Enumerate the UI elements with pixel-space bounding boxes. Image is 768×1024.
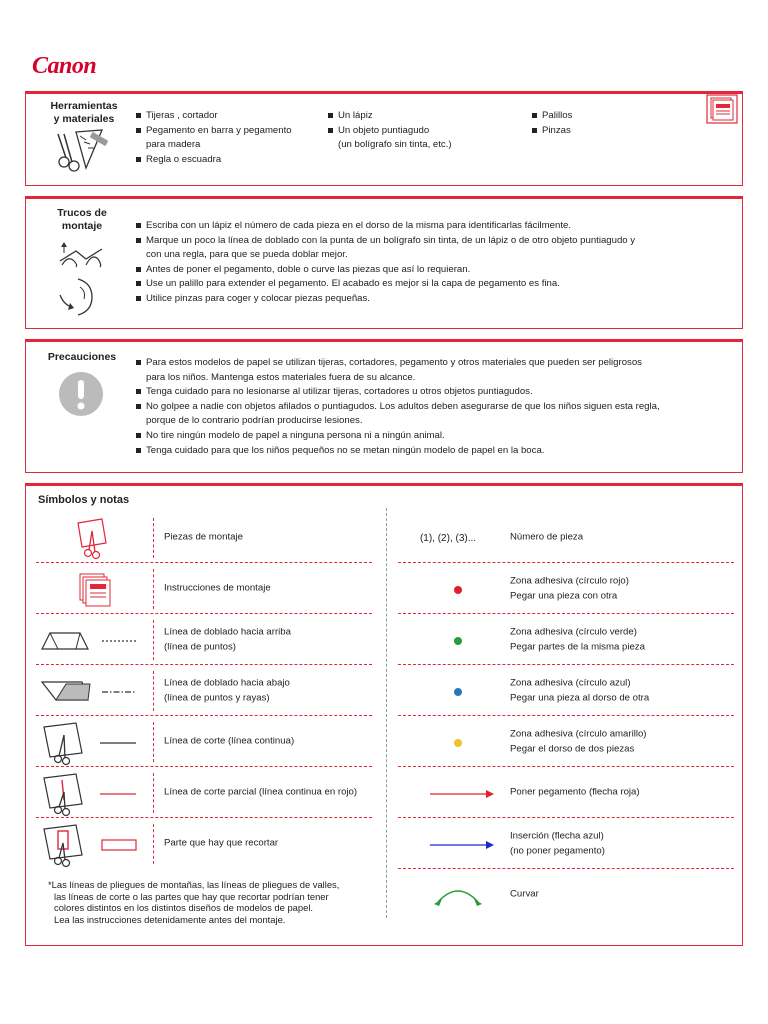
label-line: Pegar una pieza con otra [510,590,618,601]
brand-logo: Canon [32,53,97,79]
precautions-title: Precauciones [47,351,117,363]
label-line: Zona adhesiva (círculo rojo) [510,575,629,587]
label-line: Instrucciones de montaje [164,582,271,594]
tools-scissors-ruler-icon [50,128,112,174]
label-line: (línea de puntos y rayas) [164,692,270,703]
list-item: Palillos [532,109,572,124]
list-item: Un objeto puntiagudo [328,124,452,139]
symbol-label [510,531,583,546]
list-item: Utilice pinzas para coger y colocar piezas pequeñas. [136,292,635,307]
list-item: Tijeras , cortador [136,109,292,124]
symbol-label [510,829,605,858]
symbol-row [398,615,734,665]
symbol-row [398,819,734,869]
instructions-icon [706,94,738,124]
cut-line-icon [36,717,153,767]
list-item: No tire ningún modelo de papel a ninguna persona ni a ningún animal. [136,429,660,444]
label-line: (línea de puntos) [164,641,236,652]
symbols-title: Símbolos y notas [38,494,130,506]
hands-folding-icon [56,241,106,269]
symbol-row [398,513,734,563]
symbol-label [164,582,271,597]
list-item: No golpee a nadie con objetos afilados o puntiagudos. Los adultos deben asegurarse de que los niños siguen esta regla, [136,400,660,415]
red-arrow-icon [398,768,498,818]
list-item: para madera [146,139,201,151]
list-item: porque de lo contrario podrían producirse lesiones. [146,415,363,427]
symbol-row [36,513,372,563]
symbol-row [36,615,372,665]
symbol-label [164,735,294,750]
column-divider [386,508,387,918]
valley-fold-icon [36,666,153,716]
symbol-label [510,676,649,705]
list-item: Regla o escuadra [136,153,292,168]
tricks-title [40,207,124,233]
tricks-title-line: montaje [61,220,103,232]
symbol-row [36,768,372,818]
label-line: Poner pegamento (flecha roja) [510,786,640,798]
tools-list-1 [136,109,292,167]
symbol-label [510,574,629,603]
label-line: Pegar el dorso de dos piezas [510,743,635,754]
list-item: Tenga cuidado para no lesionarse al utilizar tijeras, cortadores u otros objetos puntiagudos. [136,385,660,400]
list-item: Pegamento en barra y pegamento [136,124,292,139]
symbol-row [398,666,734,716]
tools-list-3 [532,109,572,138]
label-line: Pegar una pieza al dorso de otra [510,692,650,703]
warning-icon [58,371,104,417]
tools-title-line: y materiales [53,113,115,125]
list-item: (un bolígrafo sin tinta, etc.) [338,139,452,151]
symbol-label [164,837,278,852]
partial-cut-icon [36,768,153,818]
list-item: Para estos modelos de papel se utilizan tijeras, cortadores, pegamento y otros materiales que pueden ser peligrosos [136,356,660,371]
symbol-row [36,666,372,716]
note-line: colores distintos en los distintos diseños de modelos de papel. [54,902,314,914]
label-line: Pegar partes de la misma pieza [510,641,645,652]
label-line: Curvar [510,888,539,900]
symbol-label [510,786,640,801]
symbol-row [36,564,372,614]
note-line: Lea las instrucciones detenidamente antes del montaje. [54,913,286,925]
symbols-section [25,483,743,946]
tricks-section [25,196,743,329]
symbol-label [164,676,290,705]
symbol-label [164,531,243,546]
label-line: Piezas de montaje [164,531,243,543]
curve-arrow-icon [398,870,498,920]
list-item: Antes de poner el pegamento, doble o curve las piezas que así lo requieran. [136,263,635,278]
symbol-row [398,870,734,920]
symbol-row [398,768,734,818]
label-line: Línea de corte (línea continua) [164,735,295,747]
blue-arrow-icon [398,819,498,869]
label-line: Número de pieza [510,531,584,543]
instructions-icon [36,564,153,614]
symbol-row [398,717,734,767]
label-line: Zona adhesiva (círculo amarillo) [510,728,647,740]
list-item: Escriba con un lápiz el número de cada pieza en el dorso de la misma para identificarlas fácilmente. [136,219,635,234]
symbol-label [510,625,645,654]
tools-section [25,91,743,186]
tools-title-line: Herramientas [50,100,118,112]
symbol-label [510,727,647,756]
mountain-fold-icon [36,615,153,665]
precautions-section [25,339,743,473]
list-item: Un lápiz [328,109,452,124]
cut-out-icon [36,819,153,869]
list-item: con una regla, para que se pueda doblar mejor. [146,249,348,261]
label-line: (no poner pegamento) [510,845,605,856]
symbol-row [36,819,372,869]
list-item: Tenga cuidado para que los niños pequeños no se metan ningún modelo de papel en la boca. [136,444,660,459]
symbol-row [398,564,734,614]
blue-circle-icon [398,666,498,716]
label-line: Zona adhesiva (círculo azul) [510,677,631,689]
yellow-circle-icon [398,717,498,767]
green-circle-icon [398,615,498,665]
label-line: Zona adhesiva (círculo verde) [510,626,637,638]
label-line: Parte que hay que recortar [164,837,279,849]
list-item: para los niños. Mantenga estos materiales fuera de su alcance. [146,371,416,383]
note-line: *Las líneas de pliegues de montañas, las líneas de pliegues de valles, [48,879,340,890]
tools-title [40,100,128,126]
hand-curving-icon [56,277,100,317]
label-line: Línea de doblado hacia abajo [164,677,290,689]
symbol-label [510,888,539,903]
red-circle-icon [398,564,498,614]
symbol-label [164,786,357,801]
precautions-list [136,356,660,458]
list-item: Pinzas [532,124,572,139]
list-item: Use un palillo para extender el pegamento. El acabado es mejor si la capa de pegamento es fina. [136,277,635,292]
symbols-note [48,879,378,925]
scissors-parts-icon [36,513,153,563]
part-number-marker: (1), (2), (3)... [419,532,477,544]
label-line: Línea de corte parcial (línea continua en rojo) [164,786,358,798]
symbol-row [36,717,372,767]
label-line: Inserción (flecha azul) [510,830,604,842]
list-item: Marque un poco la línea de doblado con la punta de un bolígrafo sin tinta, de un lápiz o de otro objeto puntiagudo y [136,234,635,249]
note-line: las líneas de corte o las partes que hay que recortar podrían tener [54,890,329,902]
symbol-label [164,625,291,654]
tricks-title-line: Trucos de [57,207,107,219]
tricks-list [136,219,635,307]
label-line: Línea de doblado hacia arriba [164,626,291,638]
tools-list-2 [328,109,452,153]
